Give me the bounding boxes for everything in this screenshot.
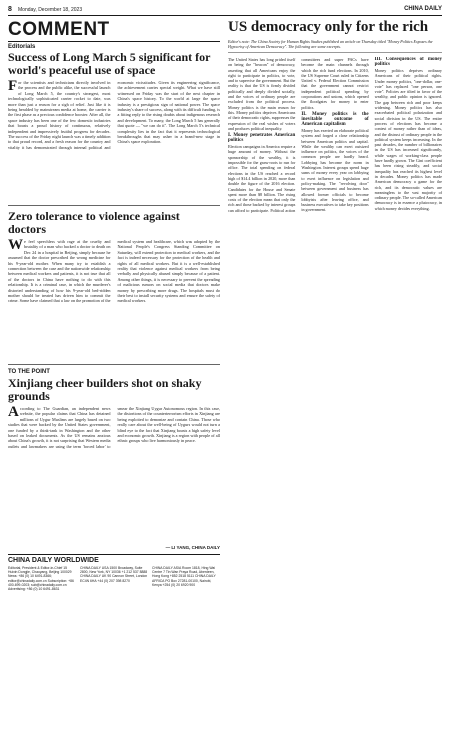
editorial-three-headline: Xinjiang cheer builders shot on shaky grounds [8,376,202,403]
editorial-two-body: We feel speechless with rage at the cruelty and brutality of a man who hacked a doctor to death on Dec 24 in a hospital in Beijing, simply because he assumed that the doctor prescribed the wrong medicine for his 9-year-old mother. When many try to establish a connection between the case and the nationwide relationship between medical workers and patients, it is not true that all of the doctors in China have nothing to do with this relationship. It is a criminal case, in which the murderer's distorted understanding of how his 9-year-old bed-ridden mother should be treated has driven him to commit the crime. Some have claimed that a law on the promotion of the medical system and healthcare, which was adopted by the National People's Congress Standing Committee on Saturday, will extend protection to medical workers, and the fact is indeed necessary for the protection of the health and rights of all medical workers. But it is a well-established reality that violence against medical workers from being verbally and physically abused simply because of a patient. Among other things, it is necessary to prevent the spreading of malicious rumors on social media that doctors make money by prescribing more drugs. The hospitals must do their best to install security systems and ensure the safety of medical workers. [8,239,220,304]
editorial-three [8,377,220,550]
editorial-one [8,51,220,200]
op-ed-subhead: I. Money penetrates American politics [228,133,296,144]
editorials-kicker: Editorials [8,44,36,50]
op-ed-headline: US democracy only for the rich [228,19,429,35]
section-rule [8,41,220,42]
dropcap: A [8,406,19,420]
page-number: 8 [8,6,12,13]
op-ed-subhead: III. Consequences of money politics [374,57,442,67]
masthead-col: Editorial, President & Editor-in-Chief 15 Huixin Dongjie, Chaoyang, Beijing 100029 News: +86 (0) 10 6491-8366; editor@chinadaily.com.cn Subscription: +86 400-699-0203; sub@chinadaily.com.cn Advertising: +86 (0) 10 6491-8631 [8,566,74,592]
editorial-three-body: According to The Guardian, an independent news website, the popular claims that China has detained millions of Uygur Muslims are largely based on two studies that were backed by the United States government, one funded by a think-tank in Washington and the other based on leaked documents. As the US remains anxious about China's growth, it is not surprising that Western media outlets and lawmakers are using the term 'forced labor' to smear the Xinjiang Uygur Autonomous region. In this case, the distortions of the counterterrorism efforts in Xinjiang are being exploited to demonize and contain China. Those who really care about the well-being of Uygurs would not turn a blind eye to the fact that Xinjiang boasts a high safety level and economic growth. Xinjiang is a region with people of all ethnic groups who live harmoniously in peace. [8,406,220,449]
op-ed-body [228,57,442,747]
op-ed-subhead: II. Money politics is the inevitable outcome of American capitalism [301,111,369,127]
editorial-two-headline: Zero tolerance to violence against doctors [8,209,180,236]
editorial-one-headline: Success of Long March 5 significant for world's peaceful use of space [8,50,211,77]
divider [8,364,220,365]
publication-name: CHINA DAILY [404,6,442,12]
op-ed-article [228,19,442,747]
divider [8,205,220,206]
to-the-point-label: TO THE POINT [8,369,50,375]
dropcap: F [8,80,18,94]
page-header [8,6,442,16]
op-ed-paragraph: Money has exerted an elaborate political system and forged a close relationship between American politics and capital. While the wealthy can exert outsized influence on politics, the voices of the common people are hardly heard. Lobbying has become the norm in Washington. Interest groups spend huge sums of money every year on lobbying to exert influence on legislation and policy-making. The "revolving door" between government and business has allowed former officials to become lobbyists after leaving office, and business executives to take key positions in government. [301,127,369,213]
masthead-col: CHINA DAILY USA 1500 Broadway, Suite 2800, New York, NY 10036 +1 212 537 8888 CHINA DAILY UK 90 Cannon Street, London EC4N 6HA +44 (0) 207 398 8270 [80,566,148,583]
masthead-col: CHINA DAILY ASIA Room 1818, Hing Wai Centre 7 Tin Wan Praya Road, Aberdeen, Hong Kong +852 2518 5111 CHINA DAILY AFRICA PO Box 27281-00100, Nairobi, Kenya +254 (0) 20 6920 900 [152,566,216,587]
op-ed-paragraph: Money politics deprives ordinary Americans of their political rights. Under money politics, "one-dollar, one-vote" has replaced "one person, one vote". Policies are tilted in favor of the wealthy, and public opinion is ignored. The gap between rich and poor keeps widening. Money politics has also exacerbated political polarization and social division in the US. The entire process of elections has become a contest of money rather than of ideas, and the distrust of ordinary people in the political system keeps increasing. In the past decades, the number of billionaires in the US has increased significantly, while wages of working-class people have hardly grown. The Gini coefficient has been rising steadily, and social inequality has reached its highest level in decades. Money politics has made American democracy a game for the rich, and its democratic values are meaningless to the vast majority of ordinary people. The so-called American democracy is in essence a plutocracy, in which money decides everything. [374,68,442,211]
masthead-title: CHINA DAILY WORLDWIDE [8,557,99,564]
byline: — LI YANG, CHINA DAILY [165,545,220,550]
editor-note: Editor's note: The China Society for Human Rights Studies published an article on Thursday titled "Money Politics Exposes the Hypocrisy of American Democracy". The following are some excerpts. [228,39,442,53]
dropcap: W [8,239,23,253]
op-ed-intro: The United States has long prided itself on being the "beacon" of democracy, asserting that all Americans enjoy the right to participate in politics, to vote, and to supervise the government. But the reality is that the US is firmly divided politically and deeply divided socially, and the voices of ordinary people are excluded from the political process. Money politics is the main reason for this. Money politics deprives Americans of their democratic rights, suppresses the expression of the real wishes of voters and produces political inequality. [228,57,296,131]
editorial-one-body: For the scientists and technicians directly involved in the process and the public alike, the successful launch of Long March 5, the country's strongest, most technologically sophisticated carrier rocket to date, was more than just a reason for a sigh of relief. Just like it is being heralded by mainstream media at home, the carrier is the first phase as a precious confidence booster. After all, the space industry has been one of the few domestic industries that boasts a proud history of continuous, relatively independent and impressively fruitful progress for decades. The success of the Friday night launch was a timely addition to that proud record, and a fresh reason for the country and vitality it has demonstrated through internal political and economic vicissitudes. Given its engineering significance, the achievement carries special weight. What we have still witnessed on Friday was the start of the next chapter in China's space history. To the world at large the space industry is a prestigious sign of national power. The space industry's share of success, along with its difficult funding, is a fitting reply to the rising doubts about indigenous research and development. To many, the Long March 5 has generally that quote — "we can do it". The Long March 5's technical complexity lies in the fact that it represents technological breakthroughs that may usher in a brand-new stage in China's space exploration. [8,80,220,150]
section-title: COMMENT [8,19,110,40]
editorials-column [8,44,220,591]
issue-date: Monday, December 18, 2023 [18,7,83,13]
masthead [8,554,220,591]
masthead-columns [8,566,220,591]
op-ed-paragraph: Election campaigns in America require a huge amount of money. Without the sponsorship of the wealthy, it is impossible for the grass-roots to run for office. The total spending on federal elections in the US reached a record high of $14.4 billion in 2020, more than double the figure of the 2016 election. Candidates for the House and Senate spent more than $8 billion. The rising costs of the election mean that only the rich and those backed by interest groups can afford to participate. Political action committees and super PACs have become the main channels through which the rich fund elections. In 2010, the US Supreme Court ruled in Citizens United v. Federal Election Commission that the government cannot restrict independent political spending by corporations and unions, which opened the floodgates for money to enter politics. [228,57,369,213]
editorial-two [8,210,220,359]
